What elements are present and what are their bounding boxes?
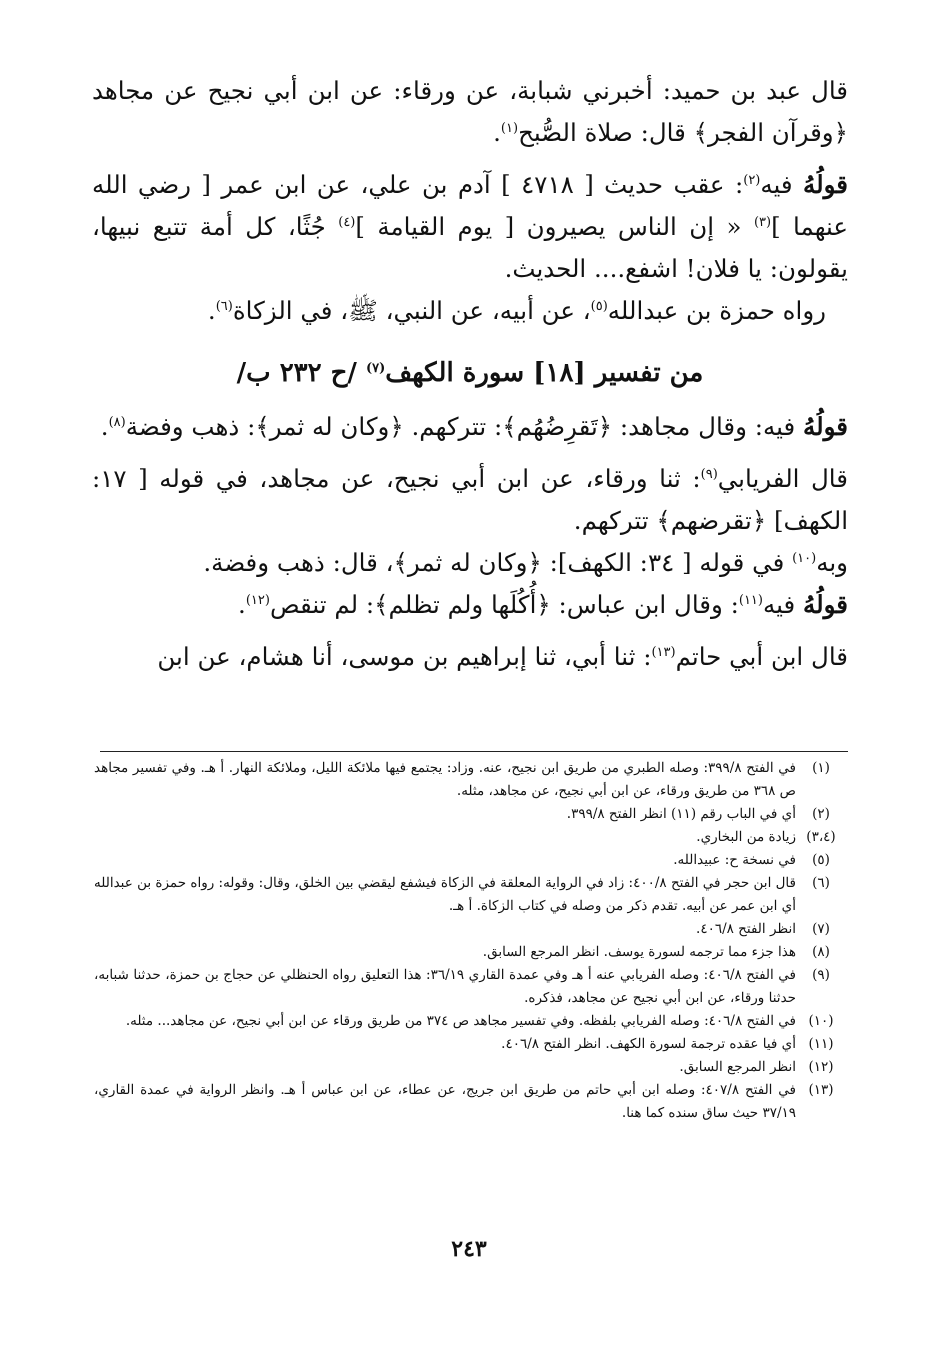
footnote-ref[interactable]: (٣) bbox=[753, 215, 772, 230]
footnote-number: (٥) bbox=[812, 852, 830, 868]
footnote bbox=[94, 1079, 846, 1125]
footnote bbox=[94, 849, 846, 872]
paragraph-1: قال عبد بن حميد: أخبرني شبابة، عن ورقاء: عن ابن أبي نجيح عن مجاهد ﴿وقرآن الفجر﴾ قال: صلاة الصُّبح$^{(١)}$. bbox=[92, 76, 848, 147]
footnote-ref[interactable]: (٢) bbox=[743, 173, 761, 188]
footnote-ref[interactable]: (١٢) bbox=[245, 593, 270, 608]
footnote bbox=[94, 1056, 846, 1079]
paragraph-5: قال الفريابي$^{(٩)}$: ثنا ورقاء، عن ابن أبي نجيح، عن مجاهد، في قوله [ ١٧: الكهف] ﴿تقرضهم﴾ تتركهم. bbox=[92, 464, 848, 535]
paragraph-7: قولُهُ فيه$^{(١١)}$: وقال ابن عباس: ﴿أُكُلَها ولم تظلم﴾: لم تنقص$^{(١٢)}$. bbox=[238, 590, 848, 619]
footnote-text: انظر الفتح ٤٠٦/٨. bbox=[696, 921, 796, 937]
footnote bbox=[94, 872, 846, 918]
footnote bbox=[94, 826, 846, 849]
footnote-number: (٦) bbox=[812, 875, 830, 891]
main-text bbox=[92, 70, 848, 678]
footnote-number: (١٠) bbox=[808, 1013, 834, 1029]
footnote-ref[interactable]: (٥) bbox=[590, 299, 608, 314]
footnotes bbox=[94, 757, 846, 1125]
footnote-text: في الفتح ٤٠٦/٨: وصله الفريابي بلفظه. وفي تفسير مجاهد ص ٣٧٤ من طريق ورقاء عن ابن أبي نجيح، عن مجاهد... مثله. bbox=[125, 1013, 796, 1029]
footnote-text: زيادة من البخاري. bbox=[696, 829, 796, 845]
footnote-text: في الفتح ٤٠٧/٨: وصله ابن أبي حاتم من طريق ابن جريج، عن عطاء، عن ابن عباس أ هـ. وانظر الرواية في عمدة القاري، ٣٧/١٩ حيث ساق سنده كما هنا. bbox=[94, 1082, 796, 1121]
footnote-ref[interactable]: (١٠) bbox=[792, 551, 817, 566]
footnote-number: (٣،٤) bbox=[806, 829, 836, 845]
footnote-number: (٩) bbox=[812, 967, 830, 983]
paragraph-2: قولُهُ فيه$^{(٢)}$: عقب حديث [ ٤٧١٨ ] آدم بن علي، عن ابن عمر [ رضي الله عنهما ]$^{(٣)}$ « إن الناس يصيرون [ يوم القيامة ]$^{(٤)}$ جُثًا، كل أمة تتبع نبيها، يقولون: يا فلان! اشفع.... الحديث. bbox=[92, 170, 849, 283]
footnote-text: في الفتح ٣٩٩/٨: وصله الطبري من طريق ابن نجيح، عنه. وزاد: يجتمع فيها ملائكة الليل، وملائكة النهار. أ هـ. وفي تفسير مجاهد ص ٣٦٨ من طريق ورقاء، عن ابن أبي نجيح، عن مجاهد، مثله. bbox=[94, 760, 796, 799]
footnote-text: قال ابن حجر في الفتح ٤٠٠/٨: زاد في الرواية المعلقة في الزكاة فيشفع ليقضي بين الخلق، وقال: وقوله: رواه حمزة بن عبدالله أي ابن عمر عن أبيه. تقدم ذكر من وصله في كتاب الزكاة. أ هـ. bbox=[94, 875, 796, 914]
footnote-ref[interactable]: (٤) bbox=[338, 215, 356, 230]
footnote-number: (١١) bbox=[808, 1036, 834, 1052]
footnote bbox=[94, 1033, 846, 1056]
footnote-number: (١٢) bbox=[808, 1059, 834, 1075]
footnote bbox=[94, 941, 846, 964]
footnote-text: أي فيا عقده ترجمة لسورة الكهف. انظر الفتح ٤٠٦/٨. bbox=[501, 1036, 796, 1052]
footnote bbox=[94, 964, 846, 1010]
paragraph-6: وبه$^{(١٠)}$ في قوله [ ٣٤: الكهف]: ﴿وكان له ثمر﴾، قال: ذهب وفضة. bbox=[203, 548, 848, 577]
paragraph-8: قال ابن أبي حاتم$^{(١٣)}$: ثنا أبي، ثنا إبراهيم بن موسى، أنا هشام، عن ابن bbox=[157, 642, 848, 671]
footnote-ref[interactable]: (١) bbox=[500, 121, 519, 136]
footnote-number: (٧) bbox=[812, 921, 830, 937]
footnote bbox=[94, 757, 846, 803]
section-heading: من تفسير [١٨] سورة الكهف$^{(٧)}$ /ح ٢٣٢ ب/ bbox=[236, 358, 704, 388]
footnote bbox=[94, 918, 846, 941]
footnote-ref[interactable]: (١٣) bbox=[651, 645, 676, 660]
footnote-number: (١٣) bbox=[808, 1082, 834, 1098]
footnote-ref[interactable]: (٧) bbox=[365, 361, 386, 376]
footnote-ref[interactable]: (١١) bbox=[738, 593, 763, 608]
footnote-ref[interactable]: (٩) bbox=[700, 467, 718, 482]
footnote-text: في الفتح ٤٠٦/٨: وصله الفريابي عنه أ هـ وفي عمدة القاري ٣٦/١٩: هذا التعليق رواه الحنظلي عن حجاج بن حمزة، حدثنا شبابه، حدثنا ورقاء، عن ابن أبي نجيح عن مجاهد، فذكره. bbox=[94, 967, 796, 1006]
paragraph-4: قولُهُ فيه: وقال مجاهد: ﴿تَقرِضُهُم﴾: تتركهم. ﴿وكان له ثمر﴾: ذهب وفضة$^{(٨)}$. bbox=[100, 412, 848, 441]
footnote-number: (١) bbox=[812, 760, 830, 776]
footnote-number: (٨) bbox=[812, 944, 830, 960]
paragraph-3: رواه حمزة بن عبدالله$^{(٥)}$، عن أبيه، عن النبي، ﷺ، في الزكاة$^{(٦)}$. bbox=[207, 296, 826, 325]
footnote-divider bbox=[100, 751, 848, 752]
footnote bbox=[94, 803, 846, 826]
page-number: ٢٤٣ bbox=[451, 1236, 487, 1262]
footnote bbox=[94, 1010, 846, 1033]
footnote-ref[interactable]: (٨) bbox=[108, 415, 126, 430]
footnote-number: (٢) bbox=[812, 806, 830, 822]
footnote-text: أي في الباب رقم (١١) انظر الفتح ٣٩٩/٨. bbox=[566, 806, 796, 822]
footnote-text: انظر المرجع السابق. bbox=[679, 1059, 796, 1075]
footnote-ref[interactable]: (٦) bbox=[215, 299, 233, 314]
footnote-text: في نسخة ح: عبيدالله. bbox=[673, 852, 796, 868]
footnote-text: هذا جزء مما ترجمه لسورة يوسف. انظر المرجع السابق. bbox=[482, 944, 796, 960]
